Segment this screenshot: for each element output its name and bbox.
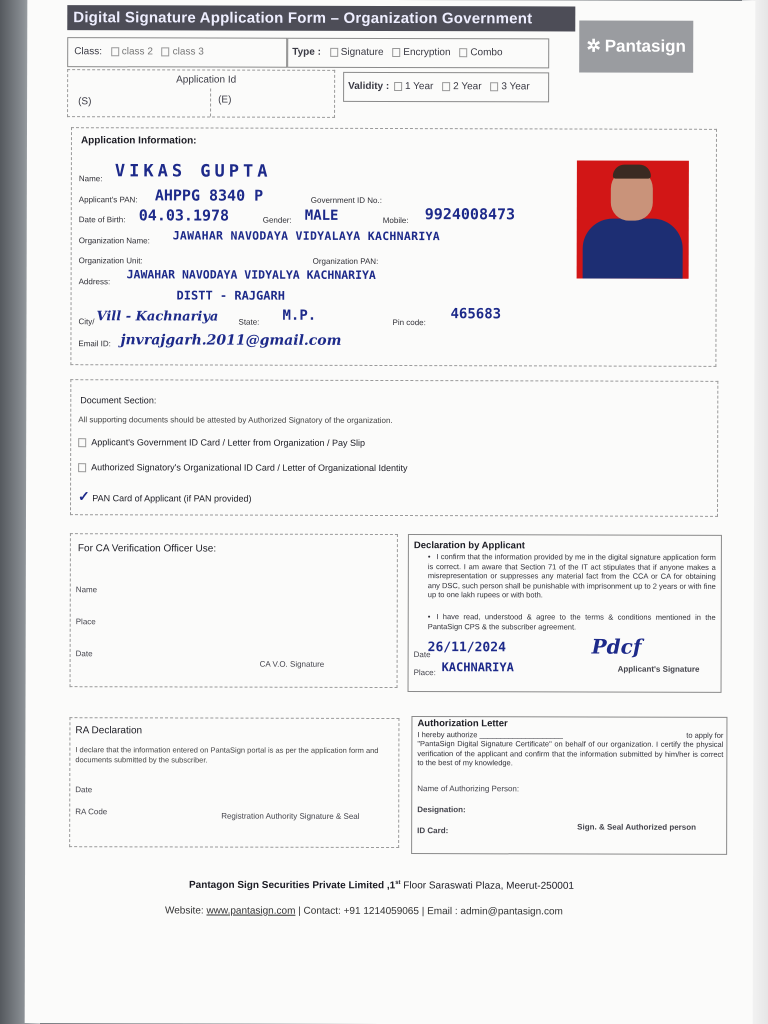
document-item-2 (78, 462, 407, 473)
state-value[interactable]: M.P. (282, 307, 317, 324)
declaration-date-value[interactable]: 26/11/2024 (427, 640, 506, 656)
mobile-label: Mobile: (382, 215, 409, 226)
designation-label: Designation: (417, 805, 466, 815)
government-id-label: Government ID No.: (310, 195, 382, 205)
authorization-text: "PantaSign Digital Signature Certificate" on behalf of our organization. I certify the physical verification of the applicant and confirm that the information submitted by him/her is correct to the best of my knowledge. (417, 739, 724, 768)
combo-checkbox[interactable] (459, 48, 467, 57)
validity-2year-checkbox[interactable] (442, 82, 450, 91)
declaration-point-2: • I have read, understood & agree to the terms & conditions mentioned in the PantaSign CPS & the subscriber agreement. (428, 612, 716, 632)
dob-value[interactable]: 04.03.1978 (138, 206, 230, 225)
ca-verification-title: For CA Verification Officer Use: (77, 543, 217, 555)
encryption-checkbox[interactable] (392, 48, 400, 57)
city-value[interactable]: Vill - Kachnariya (96, 309, 219, 325)
encryption-option: Encryption (403, 47, 451, 59)
authorizing-person-label: Name of Authorizing Person: (417, 784, 520, 794)
ra-code-label: RA Code (75, 807, 108, 817)
application-info-title: Application Information: (80, 135, 197, 147)
state-label: State: (238, 317, 260, 327)
document-2-label: Authorized Signatory's Organizational ID Card / Letter of Organizational Identity (91, 462, 408, 474)
class-box (67, 37, 287, 68)
validity-label: Validity : (348, 80, 390, 92)
declaration-title: Declaration by Applicant (413, 540, 525, 552)
website-link[interactable]: www.pantasign.com (206, 905, 296, 917)
address-line2[interactable]: DISTT - RAJGARH (176, 288, 285, 303)
pan-value[interactable]: AHPPG 8340 P (154, 186, 264, 205)
pincode-value[interactable]: 465683 (450, 306, 502, 323)
signature-option: Signature (340, 46, 384, 58)
address-line1[interactable]: JAWAHAR NAVODAYA VIDYALYA KACHNARIYA (126, 267, 376, 282)
applicant-signature[interactable]: Pdcf (591, 634, 642, 659)
application-id-label: Application Id (176, 74, 237, 86)
document-2-checkbox[interactable] (78, 463, 86, 472)
combo-option: Combo (470, 47, 503, 59)
validity-3year-option: 3 Year (501, 81, 530, 93)
validity-3year-checkbox[interactable] (490, 82, 498, 91)
mobile-value[interactable]: 9924008473 (424, 205, 516, 224)
org-name-label: Organization Name: (78, 236, 150, 246)
form-title: Digital Signature Application Form – Organization Government (67, 5, 575, 31)
ra-signature-label: Registration Authority Signature & Seal (221, 811, 360, 821)
validity-1year-checkbox[interactable] (394, 82, 402, 91)
declaration-date-label: Date (413, 650, 431, 660)
class3-option: class 3 (172, 46, 204, 58)
ra-date-label: Date (75, 785, 93, 795)
document-1-checkbox[interactable] (78, 438, 86, 447)
document-item-3 (78, 488, 252, 505)
ca-name-label: Name (75, 585, 98, 595)
ra-declaration-text: I declare that the information entered on PantaSign portal is as per the application form and documents submitted by the subscriber. (75, 745, 379, 765)
email-value[interactable]: jnvrajgarh.2011@gmail.com (120, 332, 342, 349)
signature-checkbox[interactable] (330, 48, 338, 57)
id-card-label: ID Card: (417, 826, 449, 836)
document-item-1 (78, 437, 365, 448)
authorization-title: Authorization Letter (417, 718, 508, 730)
authorization-first-line: I hereby authorize ____________________ to apply for (417, 730, 724, 740)
city-label: City/ (78, 317, 95, 327)
applicant-photo (577, 160, 689, 278)
class2-checkbox[interactable] (111, 47, 119, 56)
checkmark-icon[interactable]: ✓ (78, 488, 90, 505)
dob-label: Date of Birth: (78, 215, 126, 225)
type-box (287, 38, 549, 69)
org-pan-label: Organization PAN: (312, 256, 379, 266)
org-name-value[interactable]: JAWAHAR NAVODAYA VIDYALAYA KACHNARIYA (172, 228, 441, 244)
validity-1year-option: 1 Year (405, 81, 434, 93)
address-label: Address: (78, 277, 111, 287)
document-note: All supporting documents should be attested by Authorized Signatory of the organization. (78, 415, 393, 426)
pan-label: Applicant's PAN: (78, 195, 138, 205)
footer-contact-line (165, 905, 563, 917)
applicant-signature-label: Applicant's Signature (617, 664, 700, 674)
authorized-signature-label: Sign. & Seal Authorized person (577, 822, 697, 832)
footer-company: Pantagon Sign Securities Private Limited ,1st Floor Saraswati Plaza, Meerut-250001 (189, 879, 574, 892)
pantasign-logo (579, 20, 693, 72)
gender-value[interactable]: MALE (304, 207, 339, 224)
ca-date-label: Date (75, 649, 93, 659)
app-id-e-label: (E) (218, 94, 232, 106)
email-label: Email ID: (78, 339, 111, 349)
validity-box (343, 72, 549, 103)
ra-declaration-title: RA Declaration (75, 725, 143, 737)
document-3-label: PAN Card of Applicant (if PAN provided) (92, 493, 252, 504)
logo-text: Pantasign (604, 36, 686, 56)
name-value[interactable]: VIKAS GUPTA (114, 161, 272, 182)
declaration-place-value[interactable]: KACHNARIYA (441, 660, 514, 675)
website-label: Website: (164, 905, 204, 917)
type-label: Type : (292, 46, 321, 58)
ca-place-label: Place (75, 617, 96, 627)
contact-info: | Contact: +91 1214059065 | Email : admin@pantasign.com (298, 905, 563, 918)
name-label: Name: (78, 174, 103, 184)
application-id-box (67, 69, 335, 118)
document-1-label: Applicant's Government ID Card / Letter from Organization / Pay Slip (91, 437, 366, 448)
declaration-place-label: Place: (413, 668, 436, 678)
declaration-point-1: • I confirm that the information provided by me in the digital signature application form is correct. I am aware that Section 71 of the IT act stipulates that if anyone makes a misrepresentation or suppresses any material fact from the CCA or CA for obtaining any DSC, such person shall be punishable with imprisonment up to 2 years or with fine up to one lakh rupees or with both. (428, 552, 716, 600)
logo-star-icon: ✲ (586, 36, 601, 56)
pincode-label: Pin code: (392, 318, 426, 328)
org-unit-label: Organization Unit: (78, 256, 143, 266)
app-id-s-label: (S) (78, 96, 92, 108)
class2-option: class 2 (121, 46, 153, 58)
class-label: Class: (74, 46, 103, 58)
ca-signature-label: CA V.O. Signature (259, 659, 325, 669)
ca-verification-section (70, 533, 398, 688)
form-paper (25, 0, 756, 1024)
gender-label: Gender: (262, 215, 292, 225)
validity-2year-option: 2 Year (453, 81, 482, 93)
ra-declaration-section (69, 717, 399, 848)
class3-checkbox[interactable] (162, 47, 170, 56)
document-section-title: Document Section: (80, 395, 157, 406)
